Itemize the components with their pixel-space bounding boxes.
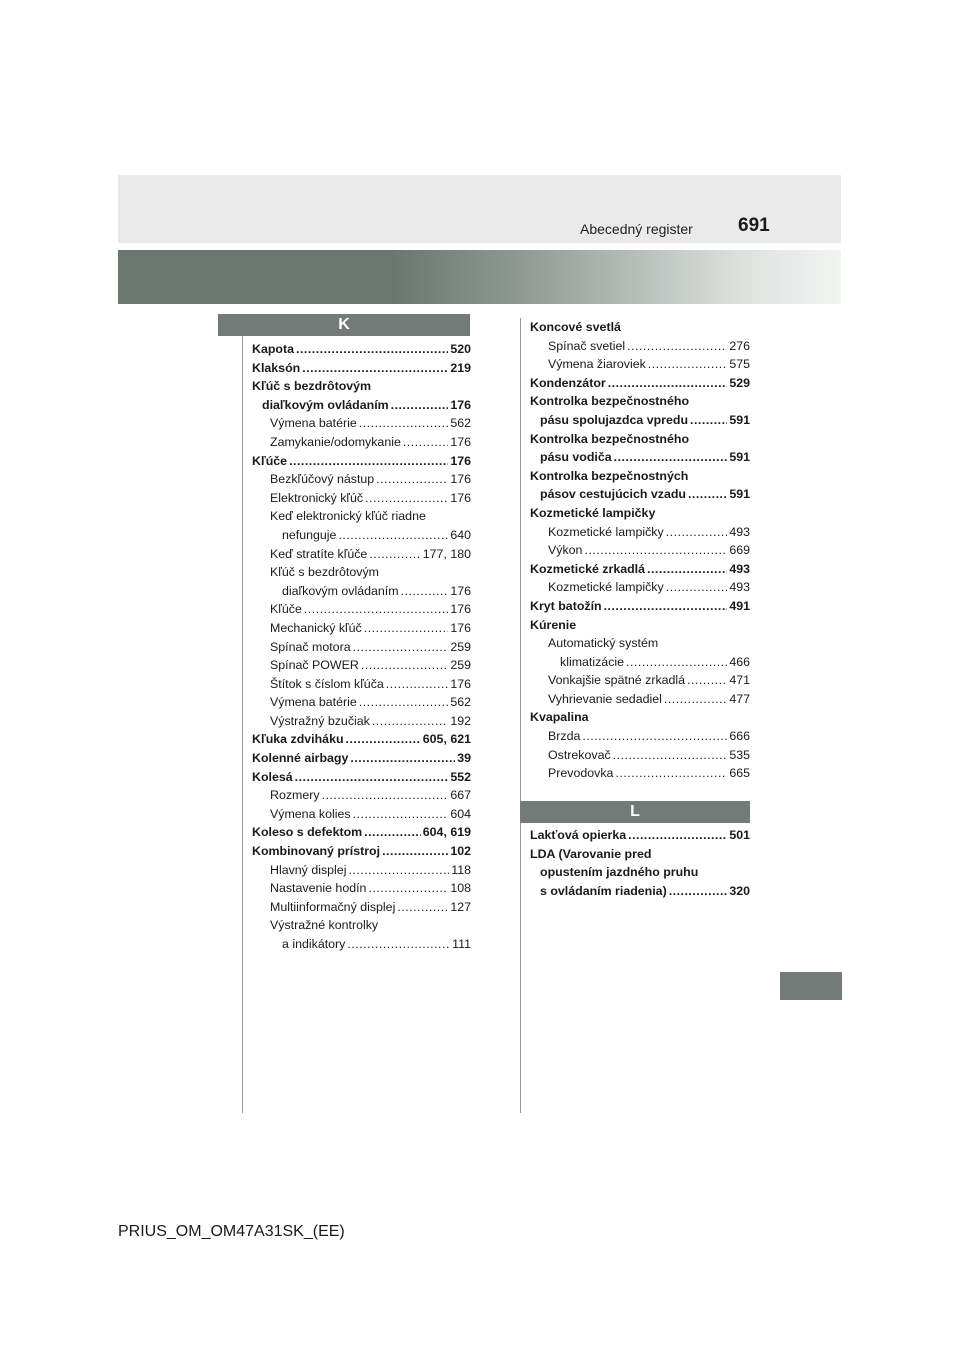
dot-leader xyxy=(296,340,448,359)
index-entry xyxy=(252,916,471,935)
index-entry xyxy=(252,935,471,954)
section-header-l: L xyxy=(520,801,750,823)
index-entry-page[interactable]: 259 xyxy=(450,658,471,673)
dot-leader xyxy=(304,600,448,619)
dot-leader xyxy=(359,414,449,433)
dot-leader xyxy=(368,879,448,898)
index-entry xyxy=(530,411,750,430)
index-entry-text: Kondenzátor xyxy=(530,375,606,390)
dot-leader xyxy=(664,690,727,709)
index-entry xyxy=(530,337,750,356)
index-entry xyxy=(252,600,471,619)
dot-leader xyxy=(365,489,448,508)
page-number: 691 xyxy=(738,215,770,236)
index-entry-text: Zamykanie/odomykanie xyxy=(270,434,401,449)
index-entry xyxy=(530,485,750,504)
index-entry-page[interactable]: 520 xyxy=(450,342,471,356)
index-entry-page[interactable]: 666 xyxy=(729,729,750,744)
dot-leader xyxy=(350,749,455,768)
dot-leader xyxy=(382,842,448,861)
index-entry-text: Kozmetické lampičky xyxy=(530,505,656,520)
dot-leader xyxy=(627,337,727,356)
document-code: PRIUS_OM_OM47A31SK_(EE) xyxy=(118,1223,345,1240)
dot-leader xyxy=(289,452,448,471)
dot-leader xyxy=(614,448,728,467)
index-entry xyxy=(252,619,471,638)
index-entry-text: pásov cestujúcich vzadu xyxy=(540,487,686,502)
index-entry-text: Spínač POWER xyxy=(270,658,359,673)
dot-leader xyxy=(346,730,421,749)
index-entry-page[interactable]: 604, 619 xyxy=(422,825,471,840)
dot-leader xyxy=(648,355,728,374)
dot-leader xyxy=(666,578,728,597)
index-entry xyxy=(252,693,471,712)
index-entry-page[interactable]: 320 xyxy=(729,883,750,898)
index-entry-text: Kľuka zdviháku xyxy=(252,732,344,747)
index-entry-text: Kvapalina xyxy=(530,710,589,725)
index-entry-text: Kľúč s bezdrôtovým xyxy=(270,565,379,580)
index-entry xyxy=(530,727,750,746)
index-entry-text: LDA (Varovanie pred xyxy=(530,846,652,861)
index-entry xyxy=(252,452,471,471)
index-entry xyxy=(252,563,471,582)
index-entry-page[interactable]: 605, 621 xyxy=(422,732,471,747)
header-background xyxy=(118,175,841,243)
index-entry-text: Kozmetické lampičky xyxy=(548,524,664,539)
index-entry-text: Mechanický kľúč xyxy=(270,620,362,635)
index-entry xyxy=(530,882,750,901)
dot-leader xyxy=(584,541,727,560)
index-entry xyxy=(530,764,750,783)
index-entry xyxy=(252,861,471,880)
index-entry-text: Klaksón xyxy=(252,360,301,375)
index-entry-page[interactable]: 176 xyxy=(450,490,471,505)
index-entry xyxy=(530,634,750,653)
index-entry-text: Kapota xyxy=(252,342,294,356)
index-entry xyxy=(252,414,471,433)
index-entry-text: Výstražný bzučiak xyxy=(270,713,370,728)
index-entry-text: Kľúče xyxy=(270,602,302,617)
index-entry xyxy=(252,433,471,452)
index-entry-page[interactable]: 604 xyxy=(450,806,471,821)
index-entry-text: Vyhrievanie sedadiel xyxy=(548,691,662,706)
index-entry-text: Spínač motora xyxy=(270,639,351,654)
index-entry-text: Brzda xyxy=(548,729,581,744)
index-entry-text: nefunguje xyxy=(282,527,337,542)
index-entry-page[interactable]: 491 xyxy=(729,598,750,613)
dot-leader xyxy=(295,768,449,787)
dot-leader xyxy=(364,823,421,842)
index-entry-text: Kozmetické lampičky xyxy=(548,580,664,595)
section-header-k: K xyxy=(218,314,470,336)
index-entry xyxy=(530,392,750,411)
index-entry xyxy=(530,826,750,845)
index-entry-page[interactable]: 471 xyxy=(729,673,750,688)
index-entry-text: Bezkľúčový nástup xyxy=(270,472,375,487)
index-entry-text: Keď stratíte kľúče xyxy=(270,546,368,561)
index-entry xyxy=(252,805,471,824)
dot-leader xyxy=(364,619,449,638)
index-entry-text: pásu vodiča xyxy=(540,450,612,465)
dot-leader xyxy=(372,712,448,731)
index-entry-text: Kúrenie xyxy=(530,617,577,632)
dot-leader xyxy=(690,411,727,430)
index-entry xyxy=(252,712,471,731)
index-entry-page[interactable]: 192 xyxy=(450,713,471,728)
index-entry-page[interactable]: 102 xyxy=(450,844,471,859)
index-entry-text: Výmena batérie xyxy=(270,416,357,431)
index-entry-text: Hlavný displej xyxy=(270,862,347,877)
index-entry xyxy=(252,823,471,842)
index-entry-text: Štítok s číslom kľúča xyxy=(270,676,384,691)
index-entry-page[interactable]: 501 xyxy=(729,828,750,842)
index-entry-page[interactable]: 127 xyxy=(450,899,471,914)
index-entry-text: a indikátory xyxy=(282,937,346,951)
index-entry-page[interactable]: 466 xyxy=(729,654,750,669)
index-entry-page[interactable]: 529 xyxy=(729,375,750,390)
dot-leader xyxy=(369,545,420,564)
index-column-left xyxy=(252,340,471,954)
index-entry-page[interactable]: 176 xyxy=(450,434,471,449)
index-entry xyxy=(530,845,750,864)
index-entry xyxy=(252,340,471,359)
index-entry-text: Kľúče xyxy=(252,453,288,468)
index-entry-page[interactable]: 259 xyxy=(450,639,471,654)
dot-leader xyxy=(302,359,448,378)
left-column-rule xyxy=(242,318,243,1113)
index-entry xyxy=(530,863,750,882)
index-entry-text: Výmena batérie xyxy=(270,695,357,710)
index-entry-text: pásu spolujazdca vpredu xyxy=(540,412,689,427)
index-entry xyxy=(252,377,471,396)
dot-leader xyxy=(669,882,728,901)
index-entry-text: Kontrolka bezpečnostného xyxy=(530,394,690,409)
index-entry-page[interactable]: 477 xyxy=(729,691,750,706)
index-entry-page[interactable]: 535 xyxy=(729,747,750,762)
index-entry xyxy=(530,560,750,579)
dot-leader xyxy=(647,560,727,579)
index-entry-page[interactable]: 493 xyxy=(729,524,750,539)
index-entry-page[interactable]: 176 xyxy=(450,602,471,617)
index-entry-text: Výstražné kontrolky xyxy=(270,918,379,933)
index-entry-text: diaľkovým ovládaním xyxy=(282,583,399,598)
index-entry xyxy=(530,541,750,560)
index-entry xyxy=(252,768,471,787)
index-entry xyxy=(530,746,750,765)
dot-leader xyxy=(626,653,727,672)
index-entry xyxy=(530,374,750,393)
index-entry xyxy=(252,582,471,601)
index-entry xyxy=(252,749,471,768)
index-entry xyxy=(530,318,750,337)
index-entry-text: Kľúč s bezdrôtovým xyxy=(252,379,372,394)
dot-leader xyxy=(322,786,449,805)
index-entry-text: Kolesá xyxy=(252,769,293,784)
index-entry-text: Kontrolka bezpečnostného xyxy=(530,431,690,446)
index-entry xyxy=(252,842,471,861)
dot-leader xyxy=(361,656,448,675)
index-entry-text: diaľkovým ovládaním xyxy=(262,397,389,412)
index-entry-text: Koncové svetlá xyxy=(530,320,621,334)
index-entry-page[interactable]: 111 xyxy=(452,937,471,951)
index-entry xyxy=(252,898,471,917)
index-entry xyxy=(530,597,750,616)
index-entry xyxy=(530,708,750,727)
index-entry-page[interactable]: 562 xyxy=(450,695,471,710)
index-entry xyxy=(530,355,750,374)
dot-leader xyxy=(338,526,448,545)
index-entry-page[interactable]: 562 xyxy=(450,416,471,431)
index-entry-page[interactable]: 176 xyxy=(450,620,471,635)
index-entry xyxy=(252,675,471,694)
index-entry xyxy=(252,507,471,526)
dot-leader xyxy=(376,470,448,489)
dot-leader xyxy=(391,396,449,415)
index-entry xyxy=(252,526,471,545)
right-column-rule xyxy=(520,318,521,1113)
header-gradient-band xyxy=(118,250,841,304)
index-entry-text: Multiinformačný displej xyxy=(270,899,396,914)
index-entry-page[interactable]: 640 xyxy=(450,527,471,542)
index-entry-page[interactable]: 552 xyxy=(450,769,471,784)
index-entry-text: Kozmetické zrkadlá xyxy=(530,561,646,576)
index-entry-text: Kontrolka bezpečnostných xyxy=(530,468,689,483)
index-entry-page[interactable]: 39 xyxy=(457,751,471,766)
index-entry-page[interactable]: 176 xyxy=(450,472,471,487)
index-entry-page[interactable]: 493 xyxy=(729,561,750,576)
index-entry-text: Kryt batožín xyxy=(530,598,602,613)
index-entry xyxy=(252,786,471,805)
index-entry-page[interactable]: 176 xyxy=(450,676,471,691)
dot-leader xyxy=(386,675,449,694)
index-column-right xyxy=(530,318,750,783)
dot-leader xyxy=(403,433,448,452)
dot-leader xyxy=(348,861,449,880)
index-entry-text: Koleso s defektom xyxy=(252,825,363,840)
index-entry-text: Elektronický kľúč xyxy=(270,490,364,505)
page-title: Abecedný register xyxy=(580,221,693,237)
index-entry-text: Výmena žiaroviek xyxy=(548,357,646,372)
index-entry xyxy=(252,396,471,415)
index-entry xyxy=(530,448,750,467)
index-entry xyxy=(252,489,471,508)
index-entry xyxy=(252,638,471,657)
dot-leader xyxy=(401,582,449,601)
index-entry-text: Vonkajšie spätné zrkadlá xyxy=(548,673,686,688)
index-entry-text: Výmena kolies xyxy=(270,806,351,821)
index-entry-text: Ostrekovač xyxy=(548,747,611,762)
index-entry-page[interactable]: 669 xyxy=(729,543,750,558)
index-entry-page[interactable]: 667 xyxy=(450,788,471,803)
index-entry xyxy=(252,656,471,675)
index-entry-page[interactable]: 108 xyxy=(450,881,471,896)
dot-leader xyxy=(397,898,448,917)
index-entry xyxy=(530,430,750,449)
index-entry-page[interactable]: 591 xyxy=(729,412,750,427)
index-entry xyxy=(530,653,750,672)
index-entry-text: Automatický systém xyxy=(548,636,659,651)
index-entry-text: Lakťová opierka xyxy=(530,828,627,842)
index-entry-page[interactable]: 176 xyxy=(450,397,471,412)
dot-leader xyxy=(347,935,450,954)
index-entry-page[interactable]: 575 xyxy=(729,357,750,372)
dot-leader xyxy=(613,746,728,765)
dot-leader xyxy=(353,805,449,824)
index-entry-page[interactable]: 493 xyxy=(729,580,750,595)
index-column-right-l xyxy=(530,826,750,900)
index-entry xyxy=(530,671,750,690)
index-entry-page[interactable]: 665 xyxy=(729,766,750,781)
index-entry-text: Kolenné airbagy xyxy=(252,751,349,766)
index-entry-text: Kombinovaný prístroj xyxy=(252,844,381,859)
dot-leader xyxy=(608,374,728,393)
index-entry-page[interactable]: 176 xyxy=(450,453,471,468)
index-entry-text: s ovládaním riadenia) xyxy=(540,883,667,898)
index-entry xyxy=(530,504,750,523)
dot-leader xyxy=(615,764,727,783)
dot-leader xyxy=(666,523,728,542)
index-entry-text: Spínač svetiel xyxy=(548,338,626,353)
index-entry xyxy=(252,879,471,898)
index-entry-page[interactable]: 591 xyxy=(729,450,750,465)
index-entry xyxy=(530,690,750,709)
index-entry-page[interactable]: 591 xyxy=(729,487,750,502)
index-entry xyxy=(530,578,750,597)
index-entry-text: Výkon xyxy=(548,543,583,558)
index-entry xyxy=(252,359,471,378)
index-entry xyxy=(530,467,750,486)
index-entry-page[interactable]: 219 xyxy=(450,360,471,375)
index-entry-page[interactable]: 177, 180 xyxy=(422,546,471,561)
chapter-thumb-tab xyxy=(780,972,842,1000)
dot-leader xyxy=(582,727,727,746)
index-entry-text: klimatizácie xyxy=(560,654,625,669)
index-entry-page[interactable]: 176 xyxy=(450,583,471,598)
index-entry-text: Keď elektronický kľúč riadne xyxy=(270,509,426,524)
dot-leader xyxy=(688,485,727,504)
index-entry-text: Prevodovka xyxy=(548,766,614,781)
dot-leader xyxy=(628,826,727,845)
index-entry xyxy=(252,730,471,749)
dot-leader xyxy=(687,671,727,690)
index-entry xyxy=(530,616,750,635)
dot-leader xyxy=(359,693,449,712)
index-entry xyxy=(252,545,471,564)
index-entry-page[interactable]: 118 xyxy=(451,862,471,877)
index-entry-text: opustením jazdného pruhu xyxy=(540,865,699,880)
index-entry xyxy=(252,470,471,489)
dot-leader xyxy=(353,638,449,657)
index-entry-text: Nastavenie hodín xyxy=(270,881,367,896)
index-entry-page[interactable]: 276 xyxy=(729,338,750,353)
index-entry xyxy=(530,523,750,542)
dot-leader xyxy=(604,597,728,616)
index-entry-text: Rozmery xyxy=(270,788,320,803)
